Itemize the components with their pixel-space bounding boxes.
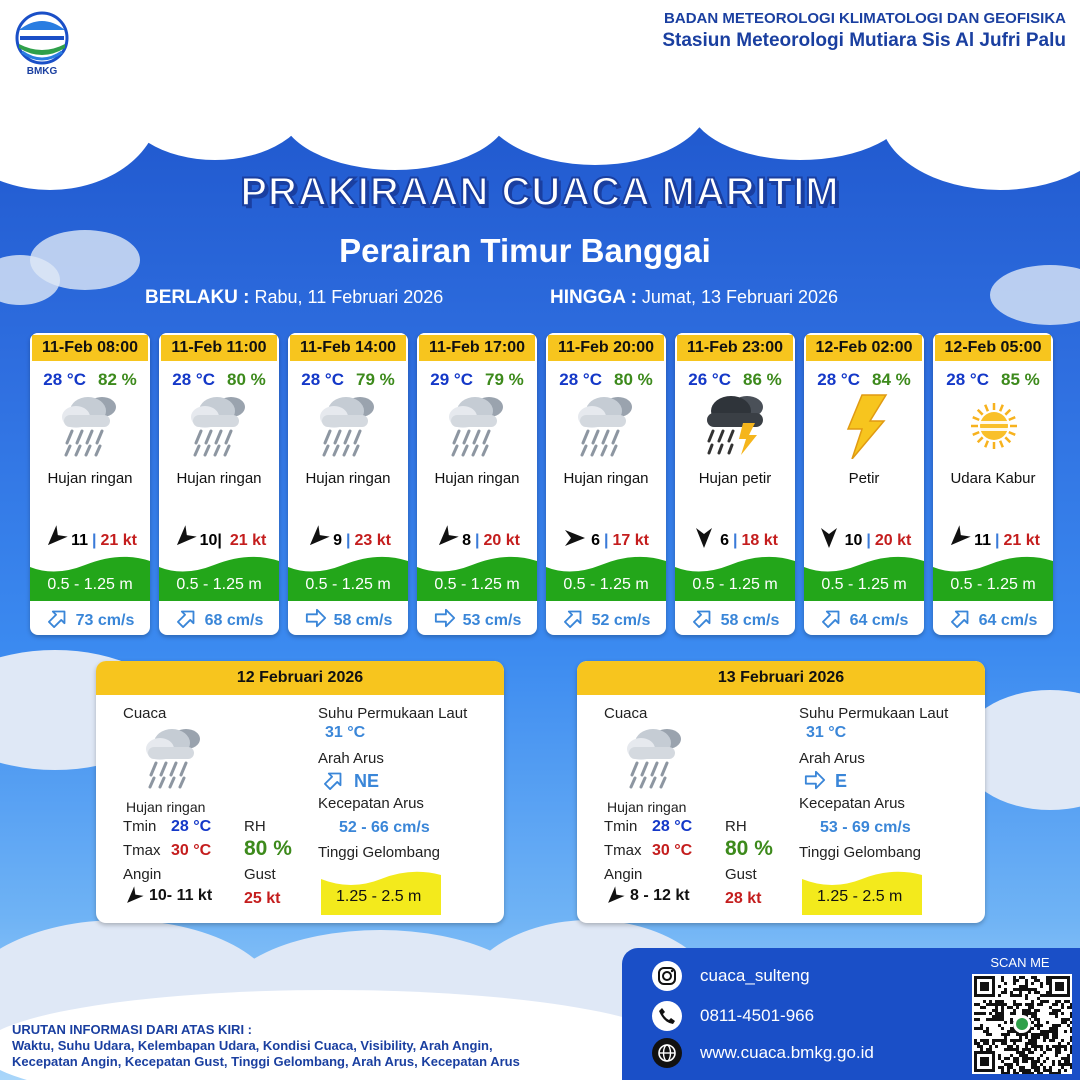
gust-speed: 21 kt: [100, 531, 137, 549]
forecast-temperature: 28 °C: [817, 370, 860, 389]
wave-label: Tinggi Gelombang: [799, 844, 922, 861]
forecast-temperature: 28 °C: [559, 370, 602, 389]
bmkg-logo: [14, 10, 70, 80]
wind-speed: 8: [462, 531, 471, 549]
haze-icon: [961, 393, 1027, 459]
light-rain-icon: [574, 393, 640, 459]
sst-value: 31 °C: [325, 724, 366, 741]
gust-label: Gust: [244, 866, 276, 883]
phone-number: 0811-4501-966: [700, 1006, 815, 1025]
daily-wind: 8 - 12 kt: [630, 887, 690, 904]
wind-direction-icon: [604, 887, 624, 912]
forecast-temps: [417, 370, 537, 390]
wind-separator: |: [732, 531, 738, 549]
current-speed-value: 53 - 69 cm/s: [820, 819, 911, 836]
footer-note-line1: Waktu, Suhu Udara, Kelembapan Udara, Kondisi Cuaca, Visibility, Arah Angin,: [12, 1038, 493, 1053]
tmin-value: 28 °C: [652, 818, 693, 835]
wave-height: 0.5 - 1.25 m: [692, 576, 778, 593]
forecast-time: 11-Feb 11:00: [159, 333, 279, 361]
instagram-icon: [652, 961, 682, 991]
current-direction-icon: [46, 607, 70, 634]
agency-block: [662, 10, 1066, 52]
wind-direction-icon: [123, 887, 143, 912]
forecast-temps: [933, 370, 1053, 390]
weather-label: Cuaca: [123, 705, 167, 722]
wind-label: Angin: [604, 866, 643, 883]
forecast-current: [933, 607, 1053, 634]
wave-height: 0.5 - 1.25 m: [47, 576, 133, 593]
light-rain-icon: [58, 393, 124, 459]
daily-gust: 25 kt: [244, 890, 281, 907]
forecast-temperature: 29 °C: [430, 370, 473, 389]
forecast-humidity: 85 %: [1000, 370, 1040, 389]
gust-label: Gust: [725, 866, 757, 883]
forecast-condition: Hujan ringan: [176, 470, 262, 487]
sst-label: Suhu Permukaan Laut: [318, 705, 468, 722]
gust-speed: 20 kt: [874, 531, 912, 549]
forecast-condition: Petir: [848, 470, 880, 487]
wind-speed: 6: [591, 531, 600, 549]
forecast-humidity: 79 %: [355, 370, 395, 389]
instagram-row[interactable]: [652, 961, 810, 991]
sst-value: 31 °C: [806, 724, 847, 741]
validity-to-label: HINGGA :: [550, 287, 637, 308]
instagram-handle: cuaca_sulteng: [700, 966, 810, 985]
forecast-card: [417, 333, 537, 635]
wind-separator: |: [345, 531, 351, 549]
forecast-time: 11-Feb 20:00: [546, 333, 666, 361]
forecast-time: 11-Feb 23:00: [675, 333, 795, 361]
wind-separator: |: [603, 531, 609, 549]
wave-label: Tinggi Gelombang: [318, 844, 441, 861]
current-direction-label: Arah Arus: [318, 750, 384, 767]
tmax-value: 30 °C: [171, 842, 212, 859]
forecast-temperature: 28 °C: [301, 370, 344, 389]
wave-height: 0.5 - 1.25 m: [563, 576, 649, 593]
wave-height: 0.5 - 1.25 m: [305, 576, 391, 593]
website-row[interactable]: [652, 1038, 874, 1068]
forecast-time: 11-Feb 08:00: [30, 333, 150, 361]
page-subtitle: Perairan Timur Banggai: [339, 232, 711, 269]
light-rain-icon: [316, 393, 382, 459]
wave-height: 0.5 - 1.25 m: [176, 576, 262, 593]
current-speed: 52 cm/s: [591, 611, 651, 629]
wind-speed: 9: [333, 531, 342, 549]
gust-speed: 21 kt: [229, 531, 267, 549]
forecast-temperature: 26 °C: [688, 370, 731, 389]
daily-date: 13 Februari 2026: [577, 661, 985, 695]
daily-condition: Hujan ringan: [607, 799, 687, 815]
forecast-temperature: 28 °C: [172, 370, 215, 389]
current-direction-icon: [949, 607, 973, 634]
validity-from-value: Rabu, 11 Februari 2026: [254, 287, 444, 307]
daily-panel: [96, 661, 504, 923]
current-speed: 73 cm/s: [75, 611, 135, 629]
wind-speed: 10: [844, 531, 863, 549]
current-direction-icon: [820, 607, 844, 634]
forecast-condition: Hujan ringan: [563, 470, 649, 487]
forecast-current: [546, 607, 666, 634]
wind-label: Angin: [123, 866, 162, 883]
sst-label: Suhu Permukaan Laut: [799, 705, 949, 722]
qr-code[interactable]: [972, 974, 1072, 1074]
wave-height: 0.5 - 1.25 m: [434, 576, 520, 593]
current-speed-label: Kecepatan Arus: [799, 795, 905, 812]
light-rain-icon: [623, 725, 689, 796]
current-speed-label: Kecepatan Arus: [318, 795, 424, 812]
forecast-current: [675, 607, 795, 634]
daily-date: 12 Februari 2026: [96, 661, 504, 695]
forecast-temps: [30, 370, 150, 390]
tmax-label: Tmax: [604, 842, 642, 859]
wind-separator: |: [994, 531, 1000, 549]
wave-value: 1.25 - 2.5 m: [336, 888, 422, 905]
logo-text: BMKG: [26, 66, 58, 77]
phone-row[interactable]: [652, 1001, 814, 1031]
current-direction-icon: [433, 607, 457, 634]
current-speed: 58 cm/s: [720, 611, 780, 629]
forecast-current: [804, 607, 924, 634]
forecast-condition: Hujan ringan: [305, 470, 391, 487]
forecast-humidity: 82 %: [97, 370, 137, 389]
daily-gust: 28 kt: [725, 890, 762, 907]
forecast-current: [288, 607, 408, 634]
tmin-label: Tmin: [123, 818, 157, 835]
validity-to-value: Jumat, 13 Februari 2026: [641, 287, 839, 307]
current-speed: 58 cm/s: [333, 611, 393, 629]
rh-label: RH: [725, 818, 747, 835]
tmax-label: Tmax: [123, 842, 161, 859]
forecast-temps: [159, 370, 279, 390]
light-rain-icon: [187, 393, 253, 459]
agency-name: BADAN METEOROLOGI KLIMATOLOGI DAN GEOFISIKA: [664, 10, 1066, 27]
forecast-card: [546, 333, 666, 635]
current-direction-icon: [562, 607, 586, 634]
globe-icon: [652, 1038, 682, 1068]
current-speed: 53 cm/s: [462, 611, 522, 629]
forecast-condition: Hujan petir: [698, 470, 772, 487]
gust-speed: 23 kt: [354, 531, 391, 549]
wave-value: 1.25 - 2.5 m: [817, 888, 903, 905]
phone-icon: [652, 1001, 682, 1031]
validity-from: [145, 287, 443, 309]
forecast-temps: [804, 370, 924, 390]
gust-speed: 20 kt: [483, 531, 520, 549]
tmax-value: 30 °C: [652, 842, 693, 859]
lightning-icon: [832, 393, 898, 459]
forecast-current: [159, 607, 279, 634]
wave-height: 0.5 - 1.25 m: [821, 576, 907, 593]
wind-speed: 6: [720, 531, 729, 549]
forecast-current: [30, 607, 150, 634]
forecast-card: [159, 333, 279, 635]
forecast-card: [933, 333, 1053, 635]
page-title: PRAKIRAAN CUACA MARITIM: [240, 170, 840, 214]
wind-separator: |: [866, 531, 871, 549]
validity-to: [550, 287, 838, 309]
forecast-condition: Hujan ringan: [47, 470, 133, 487]
station-name: Stasiun Meteorologi Mutiara Sis Al Jufri Palu: [662, 30, 1066, 51]
gust-speed: 17 kt: [612, 531, 649, 549]
forecast-time: 12-Feb 05:00: [933, 333, 1053, 361]
wind-speed: 10|: [199, 531, 222, 549]
wind-separator: |: [474, 531, 480, 549]
wind-speed: 11: [974, 531, 991, 549]
wind-separator: |: [91, 531, 97, 549]
rh-value: 80 %: [244, 837, 292, 860]
current-speed: 68 cm/s: [204, 611, 264, 629]
forecast-time: 11-Feb 14:00: [288, 333, 408, 361]
daily-wind: 10- 11 kt: [149, 887, 213, 904]
current-speed-value: 52 - 66 cm/s: [339, 819, 430, 836]
forecast-temperature: 28 °C: [43, 370, 86, 389]
current-direction-value: NE: [354, 771, 380, 791]
current-direction-icon: [803, 769, 827, 796]
forecast-time: 11-Feb 17:00: [417, 333, 537, 361]
forecast-current: [417, 607, 537, 634]
light-rain-icon: [142, 725, 208, 796]
forecast-temps: [288, 370, 408, 390]
footer-note-title: URUTAN INFORMASI DARI ATAS KIRI :: [12, 1022, 252, 1037]
current-speed: 64 cm/s: [849, 611, 909, 629]
forecast-humidity: 84 %: [871, 370, 911, 389]
scan-label: SCAN ME: [990, 955, 1050, 970]
daily-panel: [577, 661, 985, 923]
rh-value: 80 %: [725, 837, 773, 860]
current-speed: 64 cm/s: [978, 611, 1038, 629]
current-direction-icon: [322, 769, 346, 796]
wave-height: 0.5 - 1.25 m: [950, 576, 1036, 593]
forecast-time: 12-Feb 02:00: [804, 333, 924, 361]
forecast-humidity: 79 %: [484, 370, 524, 389]
forecast-card: [30, 333, 150, 635]
light-rain-icon: [445, 393, 511, 459]
forecast-temps: [675, 370, 795, 390]
thunderstorm-icon: [703, 393, 769, 459]
forecast-temps: [546, 370, 666, 390]
forecast-humidity: 86 %: [742, 370, 782, 389]
daily-condition: Hujan ringan: [126, 799, 206, 815]
validity-from-label: BERLAKU :: [145, 287, 250, 308]
forecast-condition: Hujan ringan: [434, 470, 520, 487]
footer-note: [12, 1022, 520, 1070]
wind-speed: 11: [71, 531, 88, 549]
rh-label: RH: [244, 818, 266, 835]
tmin-label: Tmin: [604, 818, 638, 835]
current-direction-icon: [691, 607, 715, 634]
forecast-card: [675, 333, 795, 635]
current-direction-value: E: [835, 771, 848, 791]
forecast-humidity: 80 %: [613, 370, 653, 389]
forecast-card: [288, 333, 408, 635]
footer-note-line2: Kecepatan Angin, Kecepatan Gust, Tinggi Gelombang, Arah Arus, Kecepatan Arus: [12, 1054, 520, 1069]
tmin-value: 28 °C: [171, 818, 212, 835]
gust-speed: 21 kt: [1003, 531, 1040, 549]
website-url: www.cuaca.bmkg.go.id: [700, 1043, 874, 1062]
forecast-card: [804, 333, 924, 635]
current-direction-icon: [175, 607, 199, 634]
forecast-humidity: 80 %: [226, 370, 266, 389]
gust-speed: 18 kt: [741, 531, 778, 549]
current-direction-icon: [304, 607, 328, 634]
current-direction-label: Arah Arus: [799, 750, 865, 767]
forecast-condition: Udara Kabur: [950, 470, 1036, 487]
weather-label: Cuaca: [604, 705, 648, 722]
forecast-temperature: 28 °C: [946, 370, 989, 389]
